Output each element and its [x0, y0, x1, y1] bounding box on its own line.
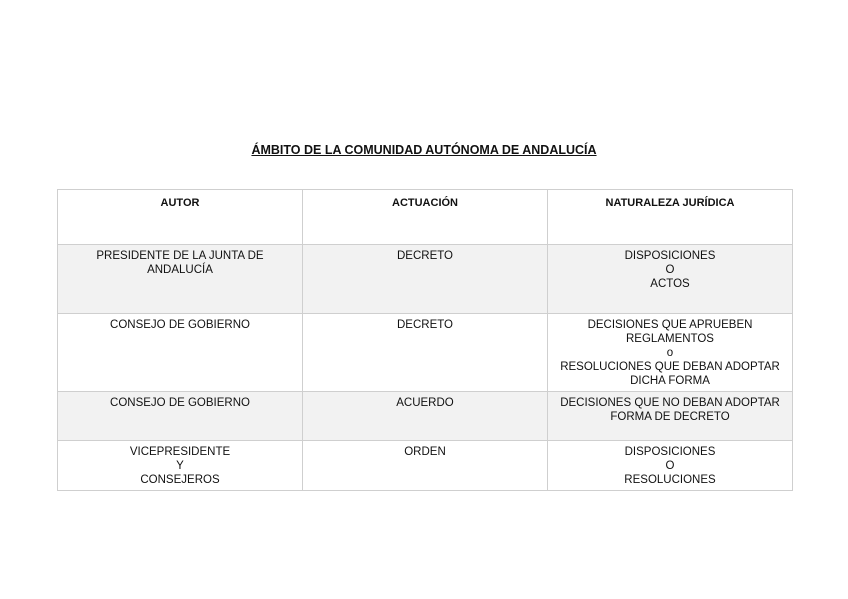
cell-actuacion: DECRETO — [303, 314, 548, 392]
cell-naturaleza: DISPOSICIONES O RESOLUCIONES — [548, 441, 793, 491]
header-autor: AUTOR — [58, 190, 303, 245]
cell-naturaleza: DISPOSICIONES O ACTOS — [548, 245, 793, 314]
cell-autor: CONSEJO DE GOBIERNO — [58, 314, 303, 392]
cell-autor: VICEPRESIDENTE Y CONSEJEROS — [58, 441, 303, 491]
cell-actuacion: ACUERDO — [303, 392, 548, 441]
cell-autor: CONSEJO DE GOBIERNO — [58, 392, 303, 441]
cell-naturaleza: DECISIONES QUE APRUEBEN REGLAMENTOS o RESOLUCIONES QUE DEBAN ADOPTAR DICHA FORMA — [548, 314, 793, 392]
document-title: ÁMBITO DE LA COMUNIDAD AUTÓNOMA DE ANDALUCÍA — [251, 143, 597, 157]
header-naturaleza-juridica: NATURALEZA JURÍDICA — [548, 190, 793, 245]
table-row — [58, 441, 793, 491]
table-row — [58, 314, 793, 392]
table-row — [58, 245, 793, 314]
header-actuacion: ACTUACIÓN — [303, 190, 548, 245]
table-header-row — [58, 190, 793, 245]
cell-actuacion: ORDEN — [303, 441, 548, 491]
table-row — [58, 392, 793, 441]
cell-autor: PRESIDENTE DE LA JUNTA DE ANDALUCÍA — [58, 245, 303, 314]
competence-table — [57, 189, 793, 491]
cell-actuacion: DECRETO — [303, 245, 548, 314]
cell-naturaleza: DECISIONES QUE NO DEBAN ADOPTAR FORMA DE DECRETO — [548, 392, 793, 441]
